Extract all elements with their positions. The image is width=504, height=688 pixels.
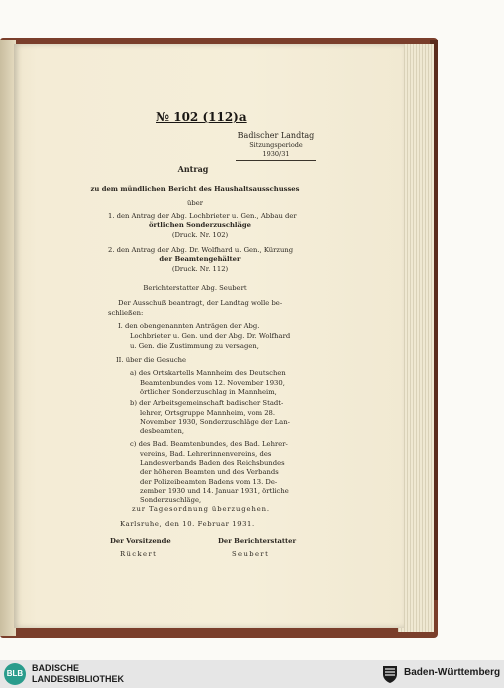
sub-c-line5: der Polizeibeamten Badens vom 13. De- <box>140 478 278 486</box>
para1-line2: Lochbrieter u. Gen. und der Abg. Dr. Wolfhard <box>130 332 291 340</box>
para1-line1: I. den obengenannten Anträgen der Abg. <box>118 322 260 330</box>
sub-c-line4: der höheren Beamten und des Verbands <box>140 468 279 476</box>
sub-c-line8: zur Tagesordnung überzugehen. <box>132 505 270 513</box>
sub-b-line1: b) der Arbeitsgemeinschaft badischer Stadt- <box>130 399 284 407</box>
item1-line2: örtlichen Sonderzuschläge <box>149 221 251 229</box>
item2-line1: 2. den Antrag der Abg. Dr. Wolfhard u. Gen., Kürzung <box>108 246 294 254</box>
reporter-line: Berichterstatter Abg. Seubert <box>143 284 247 292</box>
bw-coat-of-arms-icon <box>380 664 400 684</box>
para1-line3: u. Gen. die Zustimmung zu versagen, <box>130 342 259 350</box>
doc-title: Antrag <box>177 164 209 174</box>
signature-right-label: Der Berichterstatter <box>218 537 297 545</box>
sub-a-line3: örtlicher Sonderzuschlag in Mannheim, <box>140 388 277 396</box>
doc-subtitle: zu dem mündlichen Bericht des Haushaltsausschusses <box>90 185 300 193</box>
library-name-line1: BADISCHE <box>32 663 80 673</box>
sub-c-line1: c) des Bad. Beamtenbundes, des Bad. Lehrer- <box>130 440 288 448</box>
para2-line1: II. über die Gesuche <box>116 356 187 364</box>
signature-left-name: Rückert <box>120 550 158 558</box>
body-line2: schließen: <box>108 309 144 317</box>
sub-b-line4: desbeamten, <box>140 427 185 435</box>
signature-right-name: Seubert <box>232 550 270 558</box>
doc-ueber: über <box>187 199 203 207</box>
sub-a-line1: a) des Ortskartells Mannheim des Deutschen <box>130 369 286 377</box>
item2-line2: der Beamtengehälter <box>159 255 241 263</box>
signature-left-label: Der Vorsitzende <box>110 537 171 545</box>
item2-line3: (Druck. Nr. 112) <box>171 265 229 273</box>
blb-logo[interactable]: BLB <box>4 663 26 685</box>
sub-c-line6: zember 1930 und 14. Januar 1931, örtliche <box>140 487 289 495</box>
library-name[interactable] <box>32 663 124 685</box>
session-years: 1930/31 <box>236 150 316 161</box>
library-name-line2: LANDESBIBLIOTHEK <box>32 674 124 684</box>
item1-line3: (Druck. Nr. 102) <box>171 231 229 239</box>
session-period: Sitzungsperiode <box>249 141 303 149</box>
state-name[interactable]: Baden-Württemberg <box>404 667 501 678</box>
sub-b-line3: November 1930, Sonderzuschläge der Lan- <box>140 418 290 426</box>
sub-c-line3: Landesverbands Baden des Reichsbundes <box>140 459 285 467</box>
body-line1: Der Ausschuß beantragt, der Landtag wolle be- <box>118 299 283 307</box>
footer-bar <box>0 660 504 688</box>
date-line: Karlsruhe, den 10. Februar 1931. <box>120 520 255 528</box>
document-number: № 102 (112)a <box>156 110 247 124</box>
sub-b-line2: lehrer, Ortsgruppe Mannheim, vom 28. <box>140 409 276 417</box>
item1-line1: 1. den Antrag der Abg. Lochbrieter u. Gen., Abbau der <box>108 212 297 220</box>
sub-a-line2: Beamtenbundes vom 12. November 1930, <box>140 379 285 387</box>
sub-c-line7: Sonderzuschläge, <box>140 496 202 504</box>
sub-c-line2: vereins, Bad. Lehrerinnenvereins, des <box>140 450 272 458</box>
publisher: Badischer Landtag <box>237 131 315 140</box>
